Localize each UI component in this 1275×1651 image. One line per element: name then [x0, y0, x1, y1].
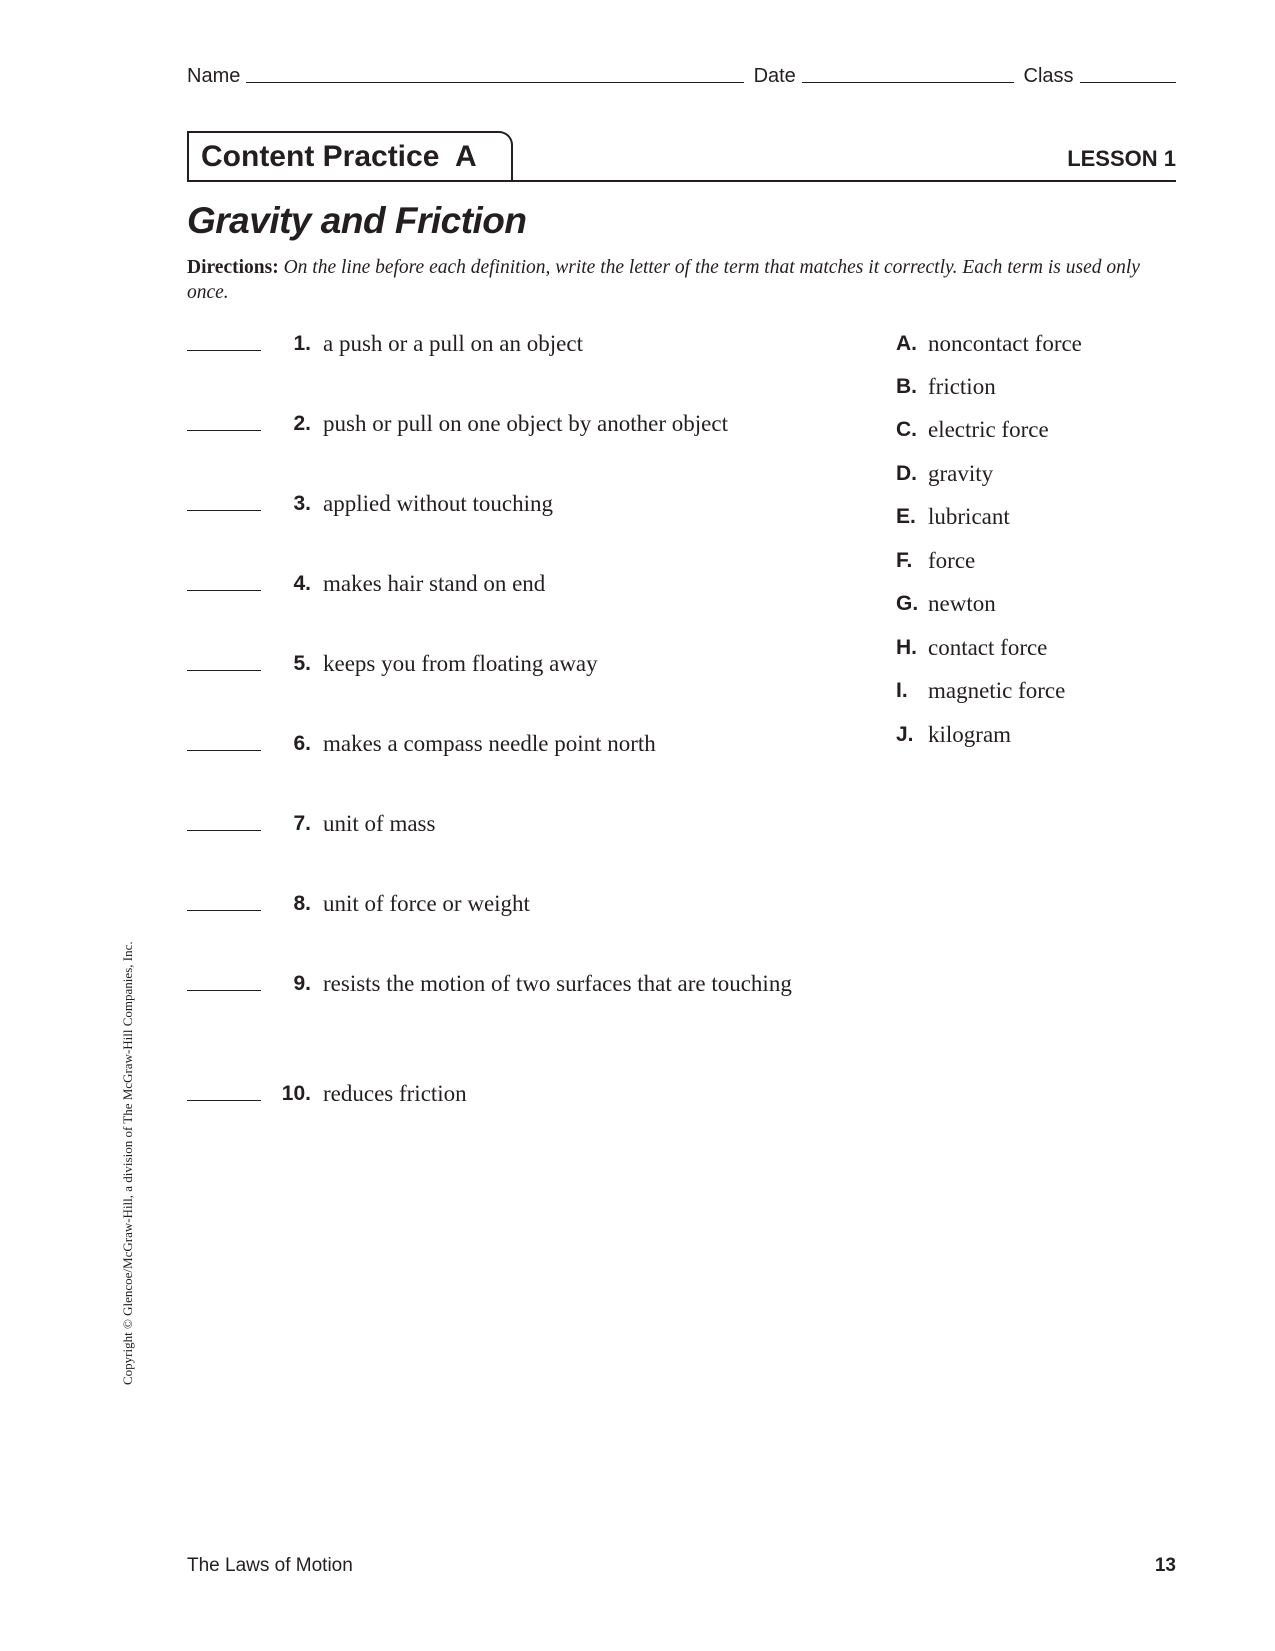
- question-number: 6.: [293, 732, 311, 755]
- question-row: [187, 1080, 827, 1108]
- question-row: [187, 810, 827, 838]
- term-item: [896, 373, 996, 401]
- name-label: Name: [187, 65, 241, 87]
- content-practice-banner: [187, 131, 513, 180]
- question-number: 4.: [293, 572, 311, 595]
- question-row: [187, 970, 827, 998]
- term-letter: C.: [896, 418, 917, 441]
- term-text: contact force: [928, 635, 1048, 660]
- question-text: resists the motion of two surfaces that are touching: [323, 971, 792, 996]
- answer-blank[interactable]: [187, 810, 261, 831]
- directions-text: On the line before each definition, write the letter of the term that matches it correctly. Each term is used only once.: [187, 257, 1140, 303]
- question-text: reduces friction: [323, 1081, 467, 1106]
- answer-blank[interactable]: [187, 730, 261, 751]
- term-item: [896, 721, 1011, 749]
- question-number: 7.: [293, 812, 311, 835]
- directions-label: Directions:: [187, 257, 279, 278]
- term-letter: E.: [896, 505, 916, 528]
- lesson-label: LESSON 1: [1067, 146, 1176, 171]
- term-letter: J.: [896, 723, 914, 746]
- question-text: makes hair stand on end: [323, 571, 546, 596]
- question-row: [187, 330, 827, 358]
- question-row: [187, 490, 827, 518]
- question-number: 8.: [293, 892, 311, 915]
- directions: [187, 255, 1177, 305]
- question-number: 3.: [293, 492, 311, 515]
- question-number: 5.: [293, 652, 311, 675]
- answer-blank[interactable]: [187, 970, 261, 991]
- question-row: [187, 570, 827, 598]
- question-row: [187, 890, 827, 918]
- question-row: [187, 650, 827, 678]
- term-letter: G.: [896, 592, 919, 615]
- footer-book-title: The Laws of Motion: [187, 1555, 353, 1576]
- question-text: makes a compass needle point north: [323, 731, 656, 756]
- date-label: Date: [753, 65, 796, 87]
- question-number: 1.: [293, 332, 311, 355]
- answer-blank[interactable]: [187, 410, 261, 431]
- question-text: unit of mass: [323, 811, 436, 836]
- term-item: [896, 677, 1065, 705]
- question-number: 2.: [293, 412, 311, 435]
- term-item: [896, 503, 1010, 531]
- term-letter: I.: [896, 679, 908, 702]
- banner-title: Content Practice A: [201, 139, 477, 173]
- class-field[interactable]: [1080, 81, 1176, 83]
- question-number: 9.: [293, 972, 311, 995]
- term-text: lubricant: [928, 504, 1010, 529]
- term-letter: D.: [896, 462, 917, 485]
- term-text: gravity: [928, 461, 994, 486]
- banner-rule: [187, 180, 1176, 182]
- term-item: [896, 460, 993, 488]
- answer-blank[interactable]: [187, 890, 261, 911]
- question-text: unit of force or weight: [323, 891, 530, 916]
- date-field[interactable]: [802, 81, 1014, 83]
- answer-blank[interactable]: [187, 570, 261, 591]
- question-row: [187, 730, 827, 758]
- term-item: [896, 416, 1049, 444]
- student-info-row: [187, 60, 1176, 86]
- term-text: newton: [928, 591, 996, 616]
- question-text: push or pull on one object by another object: [323, 411, 728, 436]
- question-text: applied without touching: [323, 491, 553, 516]
- question-row: [187, 410, 827, 438]
- term-text: kilogram: [928, 722, 1012, 747]
- term-text: noncontact force: [928, 331, 1082, 356]
- class-label: Class: [1023, 65, 1074, 87]
- term-item: [896, 590, 996, 618]
- question-text: a push or a pull on an object: [323, 331, 583, 356]
- question-number: 10.: [281, 1082, 311, 1105]
- page-title: Gravity and Friction: [187, 200, 527, 241]
- term-text: friction: [928, 374, 996, 399]
- term-letter: B.: [896, 375, 917, 398]
- answer-blank[interactable]: [187, 1080, 261, 1101]
- term-letter: F.: [896, 549, 913, 572]
- term-text: magnetic force: [928, 678, 1066, 703]
- term-item: [896, 547, 975, 575]
- name-field[interactable]: [246, 81, 743, 83]
- term-letter: A.: [896, 332, 917, 355]
- term-item: [896, 330, 1082, 358]
- page-number: 13: [1154, 1555, 1176, 1576]
- answer-blank[interactable]: [187, 650, 261, 671]
- answer-blank[interactable]: [187, 330, 261, 351]
- copyright-notice: Copyright © Glencoe/McGraw-Hill, a division of The McGraw-Hill Companies, Inc.: [120, 941, 135, 1385]
- question-text: keeps you from floating away: [323, 651, 598, 676]
- term-letter: H.: [896, 636, 917, 659]
- term-text: force: [928, 548, 976, 573]
- term-item: [896, 634, 1047, 662]
- answer-blank[interactable]: [187, 490, 261, 511]
- term-text: electric force: [928, 417, 1049, 442]
